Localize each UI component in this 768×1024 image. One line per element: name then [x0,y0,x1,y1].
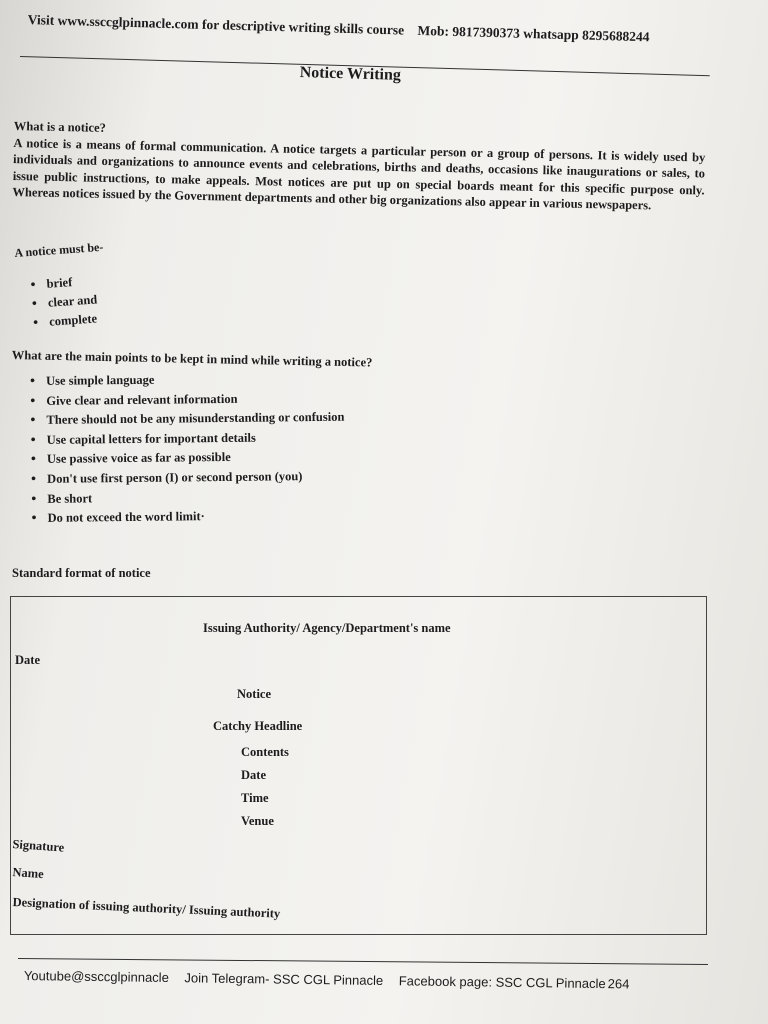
notice-format-box [10,596,707,935]
footer-youtube: Youtube@ssccglpinnacle [23,968,169,986]
format-contents-label: Contents [241,745,289,759]
list-item: • Use passive voice as far as possible [31,447,345,470]
format-heading: Standard format of notice [12,566,151,580]
footer-telegram: Join Telegram- SSC CGL Pinnacle [184,970,384,989]
page-title: Notice Writing [299,64,402,84]
format-date2-label: Date [241,768,266,782]
page-footer [24,968,724,993]
footer-facebook: Facebook page: SSC CGL Pinnacle [398,973,606,992]
header-contact-text: Mob: 9817390373 whatsapp 8295688244 [417,22,650,45]
format-venue-label: Venue [241,814,274,828]
format-headline-label: Catchy Headline [213,719,303,733]
list-item: • There should not be any misunderstanding or confusion [30,408,344,431]
list-item: • complete [33,309,100,333]
format-designation-label: Designation of issuing authority/ Issuing authority [12,895,281,921]
list-item: • brief [30,271,97,295]
list-item: • Be short [31,486,345,509]
format-date-label: Date [15,653,40,667]
main-points-list [30,369,346,529]
list-item: • Do not exceed the word limit· [31,506,345,529]
list-item: • Don't use first person (I) or second person (you) [31,467,345,490]
page-header [28,12,728,48]
format-time-label: Time [241,791,269,805]
footer-divider [18,958,708,965]
format-name-label: Name [12,865,45,882]
intro-paragraph: A notice is a means of formal communication. A notice targets a particular person or a group of persons. It is widely used by individuals and organizations to announce events and celebrations, births and deaths, occasions like inaugurations or sales, to issue public instructions, to make appeals. Most notices are put up on special boards meant for this specific purpose only. Whereas notices issued by the Government departments and other big organizations also appear in various newspapers. [12,135,706,213]
issuing-authority-label: Issuing Authority/ Agency/Department's name [203,621,451,635]
header-visit-text: Visit www.ssccglpinnacle.com for descriptive writing skills course [27,12,405,38]
list-item: • Use capital letters for important details [31,427,345,450]
intro-question: What is a notice? [13,118,106,135]
list-item: • Use simple language [30,369,344,392]
intro-section [12,118,706,215]
must-be-list [30,271,99,332]
page-number: 264 [607,976,630,992]
main-points-question: What are the main points to be kept in mind while writing a notice? [11,348,373,370]
format-notice-label: Notice [237,687,272,701]
list-item: • Give clear and relevant information [30,388,344,411]
list-item: • clear and [31,290,98,314]
must-be-heading: A notice must be- [14,239,104,260]
format-signature-label: Signature [12,837,65,855]
